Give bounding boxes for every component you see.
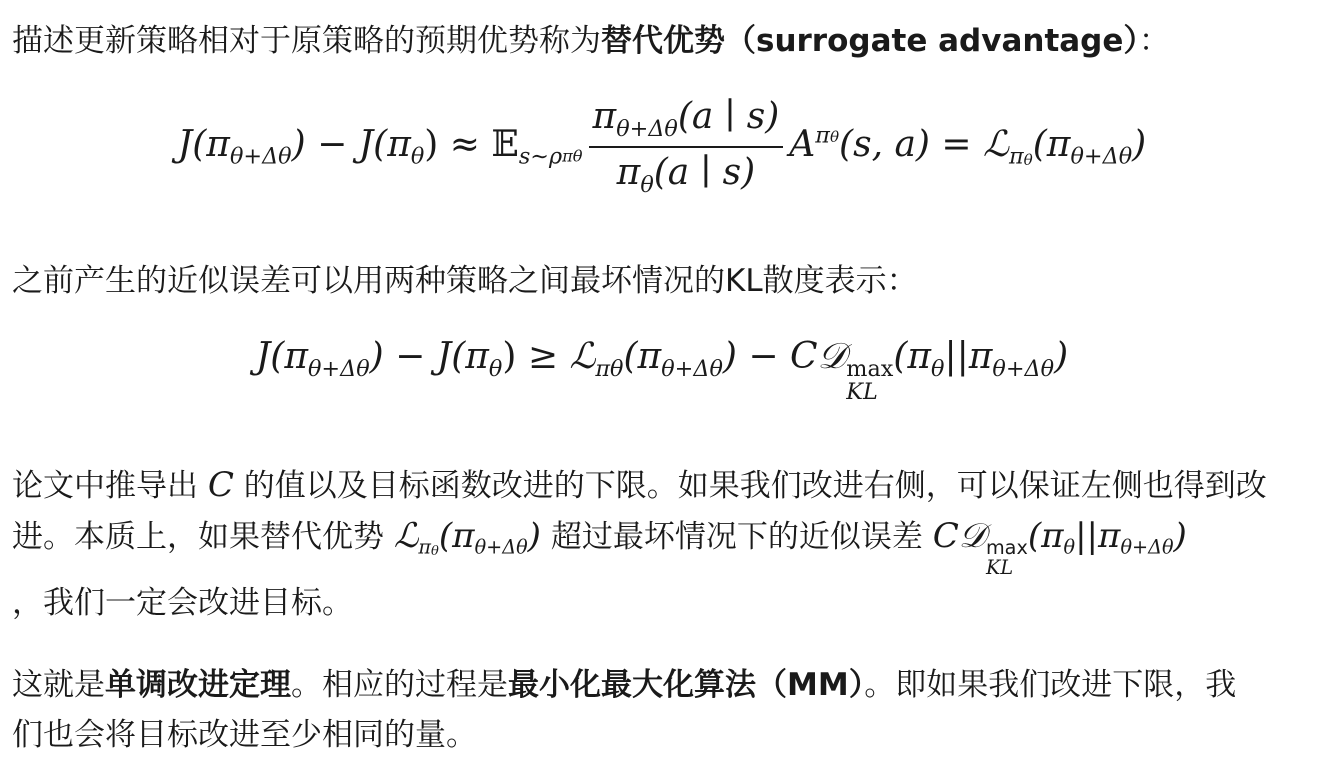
eq2-minus-C: ) − C: [722, 336, 818, 377]
p3-line1-b: 的值以及目标函数改进的下限。如果我们改进右侧，可以保证左侧也得到改: [233, 468, 1267, 504]
eq1-L-sub: π: [1008, 143, 1024, 170]
eq2-D-sub: KL: [846, 379, 878, 406]
eq2-D-rest-sub1: θ: [931, 355, 945, 382]
p3-line2: [12, 511, 1312, 578]
eq1-approx: ) ≈: [424, 123, 492, 165]
paragraph-kl-bound-intro: [12, 256, 1312, 306]
eq2-lhs: J(π: [255, 336, 308, 377]
eq1-expect-sub: s∼ρ: [518, 143, 563, 170]
p3-line2-a: 进。本质上，如果替代优势: [12, 519, 394, 555]
eq1-expectation: 𝔼: [491, 123, 519, 165]
eq1-ratio-fraction: [589, 96, 784, 198]
p3-C2: C: [932, 516, 959, 556]
eq1-num-sub: θ+Δθ: [616, 115, 678, 142]
p4-b: 。相应的过程是: [291, 667, 508, 703]
p3-line1: [12, 460, 1312, 511]
p3-D-rest-mid: ||π: [1075, 516, 1121, 556]
eq2-L-rest-sub: θ+Δθ: [661, 355, 723, 382]
eq2-mid1: ) − J(π: [369, 336, 489, 377]
p3-line3-text: ，我们一定会改进目标。: [12, 585, 353, 622]
p4-line1: [12, 660, 1312, 710]
eq1-L-rest: (π: [1032, 123, 1071, 165]
p4-a: 这就是: [12, 667, 105, 703]
eq1-den-rest: (a ∣ s): [653, 151, 756, 193]
p3-L: ℒ: [393, 516, 419, 556]
eq2-sub1: θ+Δθ: [307, 355, 370, 382]
p4-line2-text: 们也会将目标改进至少相同的量。: [12, 717, 477, 753]
p3-D-rest-sub1: θ: [1063, 535, 1076, 559]
eq2-D-rest: (π: [893, 336, 932, 377]
equation-kl-lower-bound: [0, 336, 1324, 405]
eq2-close: ): [1054, 336, 1069, 377]
p3-D-close: ): [1173, 516, 1187, 556]
eq2-D-rest-sub2: θ+Δθ: [992, 355, 1055, 382]
eq1-sub2: θ: [410, 143, 425, 170]
p1-text: 描述更新策略相对于原策略的预期优势称为: [12, 23, 601, 59]
p3-line1-a: 论文中推导出: [12, 468, 208, 504]
eq1-num-pi: π: [592, 96, 617, 137]
eq2-geq: ) ≥: [502, 336, 570, 377]
eq1-denominator: [613, 148, 760, 198]
p4-line2: [12, 710, 1312, 760]
eq1-sub1: θ+Δθ: [229, 143, 292, 170]
eq1-L-subsub: θ: [1023, 150, 1033, 169]
p3-D: 𝒟: [958, 516, 986, 556]
eq1-num-rest: (a ∣ s): [677, 96, 780, 137]
p3-C: C: [207, 465, 234, 505]
p3-line3: [12, 578, 1312, 628]
p3-D-sup: max: [985, 535, 1028, 559]
p3-L-rest-sub: θ+Δθ: [474, 535, 528, 559]
eq1-numerator: [589, 96, 784, 146]
p4-bold-mm: 最小化最大化算法（MM）: [508, 667, 865, 703]
eq2-sub2: θ: [488, 355, 503, 382]
eq2-L-sub: πθ: [595, 355, 624, 382]
eq1-expect-subsub: πθ: [562, 146, 583, 166]
p3-D-rest-sub2: θ+Δθ: [1120, 535, 1174, 559]
p3-L-close: ): [527, 516, 541, 556]
eq1-lhs: J(π: [177, 123, 230, 165]
equation-surrogate-advantage: [0, 96, 1324, 198]
eq1-surrogate-L: ℒ: [983, 123, 1009, 165]
p3-L-subsub: θ: [431, 543, 439, 559]
p3-D-sub: KL: [985, 555, 1014, 579]
p4-c: 。即如果我们改进下限，我: [864, 667, 1237, 703]
eq2-D-rest-mid: ||π: [944, 336, 993, 377]
eq2-surrogate-L: ℒ: [569, 336, 596, 377]
eq1-den-pi: π: [616, 151, 641, 193]
paragraph-surrogate-intro: [12, 16, 1312, 66]
p1-colon: ：: [1138, 23, 1170, 59]
paragraph-lower-bound-explanation: [12, 460, 1312, 628]
eq2-D-scripts: [846, 355, 894, 406]
eq1-close: ): [1132, 123, 1147, 165]
eq2-D-sup: max: [846, 355, 894, 382]
p3-L-rest: (π: [438, 516, 475, 556]
p3-L-sub: π: [418, 535, 432, 559]
paragraph-monotonic-improvement: [12, 660, 1312, 760]
eq1-adv-sup: π: [815, 122, 830, 149]
p3-line2-b: 超过最坏情况下的近似误差: [540, 519, 933, 555]
p3-D-scripts: [985, 535, 1028, 579]
eq1-den-sub: θ: [640, 171, 654, 198]
eq1-adv-supsub: θ: [829, 128, 840, 147]
p4-bold-theorem: 单调改进定理: [105, 667, 291, 703]
eq1-adv-rest: (s, a) =: [839, 123, 984, 165]
eq2-divergence-D: 𝒟: [817, 336, 847, 377]
eq1-L-rest-sub: θ+Δθ: [1070, 143, 1133, 170]
eq1-mid1: ) − J(π: [291, 123, 411, 165]
eq2-L-rest: (π: [623, 336, 662, 377]
eq1-advantage: A: [789, 123, 816, 165]
p3-D-rest: (π: [1027, 516, 1064, 556]
p1-bold-term: 替代优势（surrogate advantage）: [601, 23, 1139, 59]
p2-text: 之前产生的近似误差可以用两种策略之间最坏情况的KL散度表示：: [12, 263, 918, 299]
